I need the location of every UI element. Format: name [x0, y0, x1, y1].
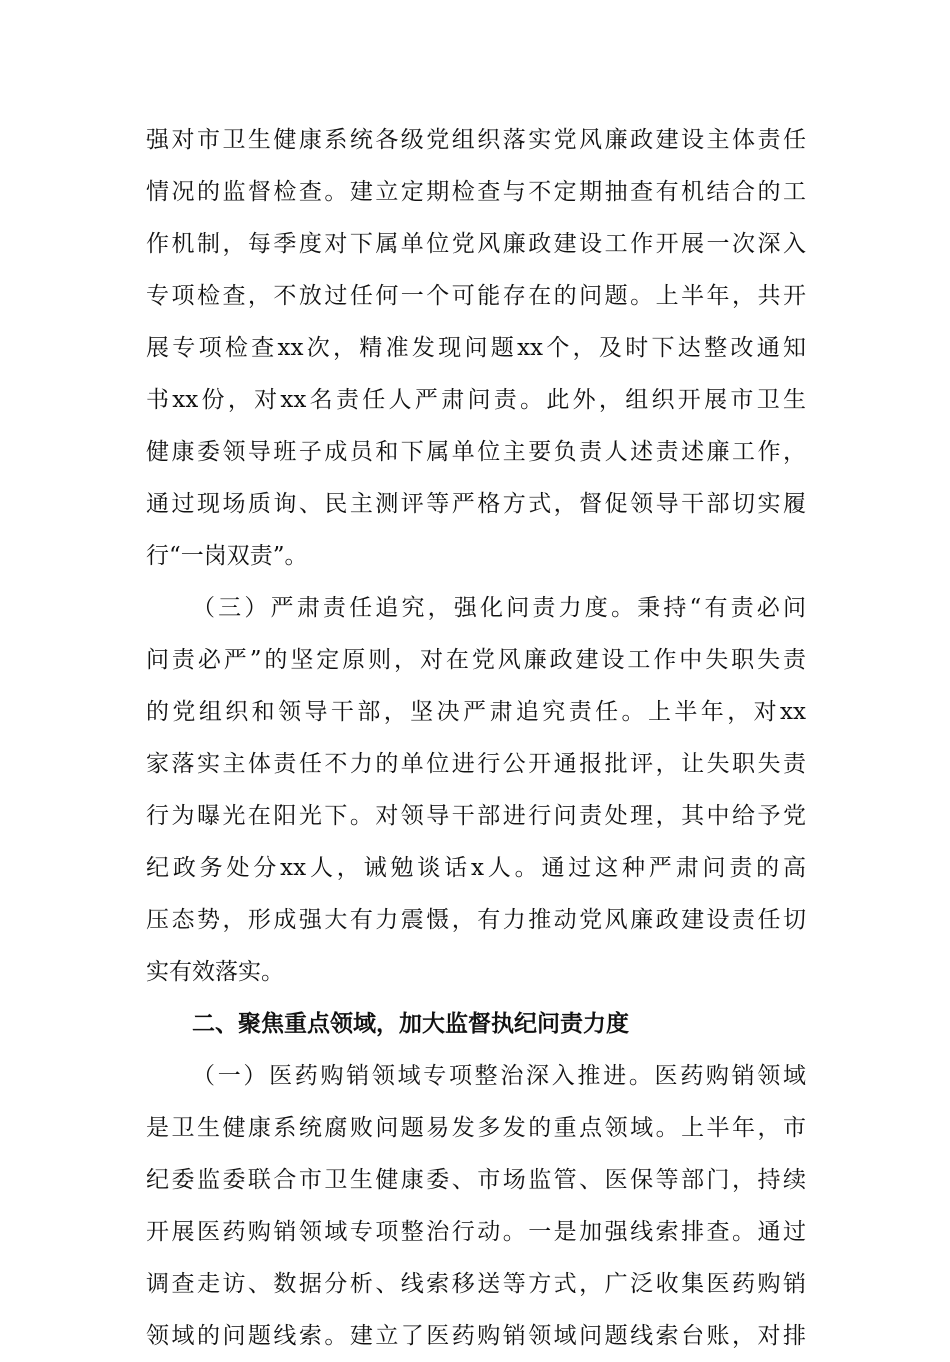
paragraph-line: 压态势，形成强大有力震慑，有力推动党风廉政建设责任切: [146, 907, 806, 933]
paragraph-line: 是卫生健康系统腐败问题易发多发的重点领域。上半年，市: [146, 1115, 806, 1141]
paragraph-line: 问责必严”的坚定原则，对在党风廉政建设工作中失职失责: [146, 647, 806, 673]
paragraph-line: 展专项检查xx次，精准发现问题xx个，及时下达整改通知: [146, 335, 806, 361]
paragraph-line: 行为曝光在阳光下。对领导干部进行问责处理，其中给予党: [146, 803, 806, 829]
paragraph-line: 领域的问题线索。建立了医药购销领域问题线索台账，对排: [146, 1323, 806, 1349]
paragraph-line: 纪政务处分xx人，诫勉谈话x人。通过这种严肃问责的高: [146, 855, 806, 881]
paragraph-line: 实有效落实。: [146, 959, 284, 985]
paragraph-line: 情况的监督检查。建立定期检查与不定期抽查有机结合的工: [146, 179, 806, 205]
paragraph-line: 健康委领导班子成员和下属单位主要负责人述责述廉工作，: [146, 439, 806, 465]
section-heading: 二、聚焦重点领域，加大监督执纪问责力度: [192, 1011, 629, 1037]
paragraph-line: 的党组织和领导干部，坚决严肃追究责任。上半年，对xx: [146, 699, 806, 725]
paragraph-line: 家落实主体责任不力的单位进行公开通报批评，让失职失责: [146, 751, 806, 777]
paragraph-line: 调查走访、数据分析、线索移送等方式，广泛收集医药购销: [146, 1271, 806, 1297]
paragraph-line: 专项检查，不放过任何一个可能存在的问题。上半年，共开: [146, 283, 806, 309]
paragraph-line: 作机制，每季度对下属单位党风廉政建设工作开展一次深入: [146, 231, 806, 257]
body-text: [146, 114, 806, 1362]
paragraph-line: 纪委监委联合市卫生健康委、市场监管、医保等部门，持续: [146, 1167, 806, 1193]
paragraph-line: 强对市卫生健康系统各级党组织落实党风廉政建设主体责任: [146, 127, 806, 153]
paragraph-line: 书xx份，对xx名责任人严肃问责。此外，组织开展市卫生: [146, 387, 806, 413]
section-lead-line: （三）严肃责任追究，强化问责力度。秉持“有责必问: [192, 595, 806, 621]
paragraph-line: 行“一岗双责”。: [146, 543, 308, 569]
paragraph-line: 通过现场质询、民主测评等严格方式，督促领导干部切实履: [146, 491, 806, 517]
paragraph-line: 开展医药购销领域专项整治行动。一是加强线索排查。通过: [146, 1219, 806, 1245]
section-lead-line: （一）医药购销领域专项整治深入推进。医药购销领域: [192, 1063, 806, 1089]
